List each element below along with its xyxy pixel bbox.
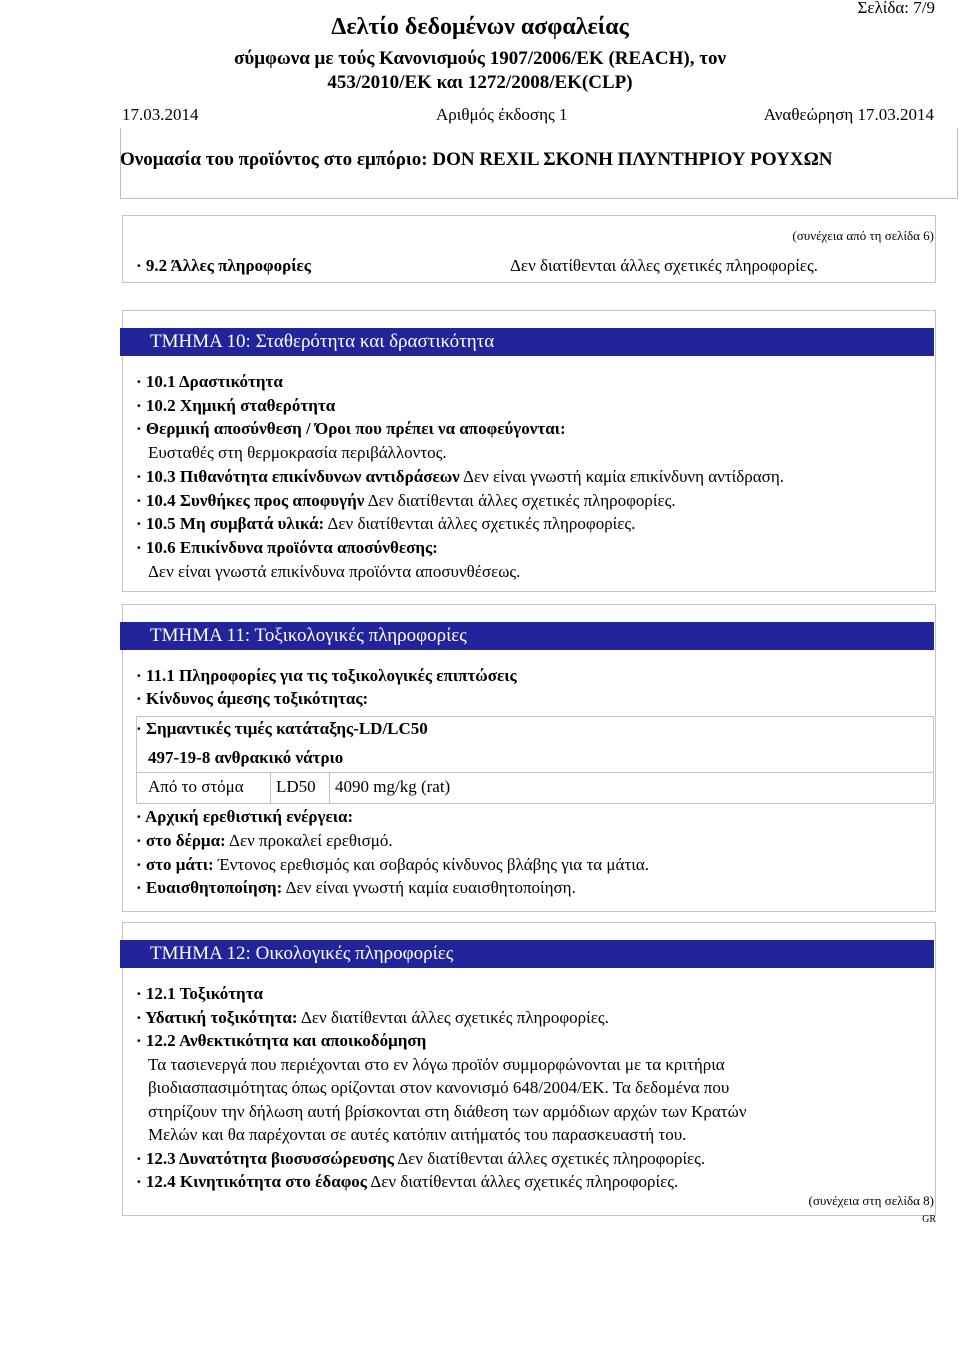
aquatic-toxicity-label: · Υδατική τοξικότητα: (136, 1008, 298, 1027)
degradability-text-4: Μελών και θα παρέχονται σε αυτές κατόπιν αιτήματός του παρασκευαστή του. (148, 1125, 687, 1144)
ld50-table-title: · Σημαντικές τιμές κατάταξης-LD/LC50 (136, 719, 428, 738)
exposure-route: Από το στόμα (148, 777, 244, 796)
version-number: Αριθμός έκδοσης 1 (436, 105, 568, 124)
item-12-3 (136, 1149, 705, 1169)
document-subtitle-line-2: 453/2010/ΕΚ και 1272/2008/ΕΚ(CLP) (327, 72, 633, 93)
item-10-1: · 10.1 Δραστικότητα (136, 372, 283, 391)
primary-irritation-label: · Αρχική ερεθιστική ενέργεια: (136, 807, 354, 826)
item-12-2: · 12.2 Ανθεκτικότητα και αποικοδόμηση (136, 1031, 427, 1050)
item-10-2: · 10.2 Χημική σταθερότητα (136, 396, 336, 415)
thermal-decomposition-value: Ευσταθές στη θερμοκρασία περιβάλλοντος. (148, 443, 447, 462)
continued-from-note: (συνέχεια από τη σελίδα 6) (792, 228, 934, 243)
ld50-col-divider-2 (329, 772, 330, 804)
item-10-3-value: Δεν είναι γνωστή καμία επικίνδυνη αντίδραση. (463, 467, 784, 486)
item-10-6-value: Δεν είναι γνωστά επικίνδυνα προϊόντα αποσυνθέσεως. (148, 562, 521, 581)
skin-irritation-label: · στο δέρμα: (136, 831, 226, 850)
item-10-3-label: · 10.3 Πιθανότητα επικίνδυνων αντιδράσεων (136, 467, 460, 486)
item-10-4-value: Δεν διατίθενται άλλες σχετικές πληροφορίες. (367, 491, 676, 510)
item-10-5-label: · 10.5 Μη συμβατά υλικά: (136, 514, 325, 533)
product-name-label: Ονομασία του προϊόντος στο εμπόριο: (120, 149, 428, 170)
item-9-2-label: · 9.2 Άλλες πληροφορίες (136, 256, 311, 275)
product-name-line (120, 149, 833, 171)
item-12-3-label: · 12.3 Δυνατότητα βιοσυσσώρευσης (136, 1149, 394, 1168)
ld50-row (136, 772, 934, 805)
item-9-2 (136, 256, 311, 276)
degradability-text-2: βιοδιασπασιμότητας όπως ορίζονται στον κανονισμό 648/2004/ΕΚ. Τα δεδομένα που (148, 1078, 730, 1097)
degradability-text-1: Τα τασιενεργά που περιέχονται στο εν λόγω προϊόν συμμορφώνονται με τα κριτήρια (148, 1055, 725, 1074)
eye-irritation-value: Έντονος ερεθισμός και σοβαρός κίνδυνος βλάβης για τα μάτια. (217, 855, 650, 874)
sensitisation (136, 878, 576, 898)
section-10-heading: ΤΜΗΜΑ 10: Σταθερότητα και δραστικότητα (120, 328, 934, 356)
acute-toxicity-label: · Κίνδυνος άμεσης τοξικότητας: (136, 689, 369, 708)
substance-name: 497-19-8 ανθρακικό νάτριο (148, 748, 344, 767)
item-12-3-value: Δεν διατίθενται άλλες σχετικές πληροφορίες. (397, 1149, 706, 1168)
item-12-4-label: · 12.4 Κινητικότητα στο έδαφος (136, 1172, 367, 1191)
degradability-text-3: στηρίζουν την δήλωση αυτή βρίσκονται στη διάθεση των αρμόδιων αρχών των Κρατών (148, 1102, 747, 1121)
aquatic-toxicity (136, 1008, 609, 1028)
sensitisation-value: Δεν είναι γνωστή καμία ευαισθητοποίηση. (285, 878, 576, 897)
item-12-4-value: Δεν διατίθενται άλλες σχετικές πληροφορίες. (370, 1172, 679, 1191)
skin-irritation (136, 831, 393, 851)
item-10-4 (136, 491, 676, 511)
toxicity-type: LD50 (276, 777, 316, 796)
language-code: GR (922, 1214, 936, 1225)
revision-date: Αναθεώρηση 17.03.2014 (763, 105, 934, 124)
print-date: 17.03.2014 (122, 105, 199, 124)
eye-irritation (136, 855, 649, 875)
product-name: DON REXIL ΣΚΟΝΗ ΠΛΥΝΤΗΡΙΟΥ ΡΟΥΧΩΝ (432, 149, 833, 170)
item-12-1: · 12.1 Τοξικότητα (136, 984, 264, 1003)
sensitisation-label: · Ευαισθητοποίηση: (136, 878, 283, 897)
section-11-heading: ΤΜΗΜΑ 11: Τοξικολογικές πληροφορίες (120, 622, 934, 650)
aquatic-toxicity-value: Δεν διατίθενται άλλες σχετικές πληροφορίες. (300, 1008, 609, 1027)
section-12-heading: ΤΜΗΜΑ 12: Οικολογικές πληροφορίες (120, 940, 934, 968)
toxicity-value: 4090 mg/kg (rat) (335, 777, 451, 796)
ld50-col-divider-1 (270, 772, 271, 804)
item-10-5-value: Δεν διατίθενται άλλες σχετικές πληροφορίες. (327, 514, 636, 533)
continued-on-note: (συνέχεια στη σελίδα 8) (808, 1193, 934, 1208)
eye-irritation-label: · στο μάτι: (136, 855, 214, 874)
page-number: Σελίδα: 7/9 (857, 0, 935, 17)
item-10-5 (136, 514, 635, 534)
item-10-6: · 10.6 Επικίνδυνα προϊόντα αποσύνθεσης: (136, 538, 438, 557)
item-10-4-label: · 10.4 Συνθήκες προς αποφυγήν (136, 491, 365, 510)
skin-irritation-value: Δεν προκαλεί ερεθισμό. (229, 831, 393, 850)
document-title: Δελτίο δεδομένων ασφαλείας (331, 14, 629, 40)
thermal-decomposition-label: · Θερμική αποσύνθεση / Όροι που πρέπει να αποφεύγονται: (136, 419, 566, 438)
item-11-1: · 11.1 Πληροφορίες για τις τοξικολογικές επιπτώσεις (136, 666, 517, 685)
item-12-4 (136, 1172, 678, 1192)
document-subtitle-line-1: σύμφωνα με τούς Κανονισμούς 1907/2006/ΕΚ (REACH), τον (234, 48, 726, 69)
item-9-2-value: Δεν διατίθενται άλλες σχετικές πληροφορίες. (510, 256, 818, 275)
item-10-3 (136, 467, 784, 487)
